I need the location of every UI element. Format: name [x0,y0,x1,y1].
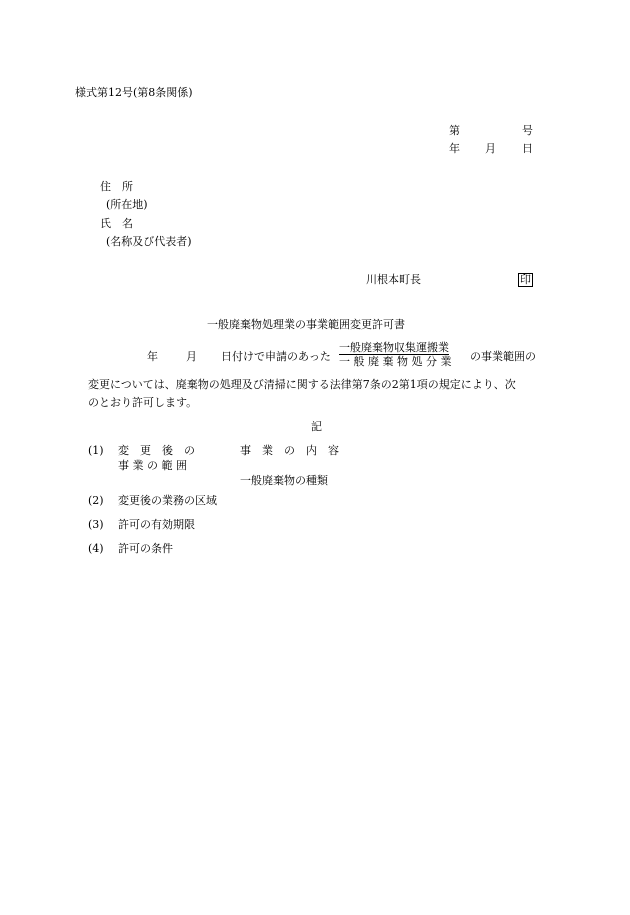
doc-date-year: 年 [449,142,460,155]
doc-number-go: 号 [522,124,533,137]
item-4-label: 許可の条件 [118,542,173,555]
item-3-label: 許可の有効期限 [118,518,195,531]
form-label: 様式第12号(第8条関係) [75,86,193,99]
body-date-day-text: 日付けで申請のあった [221,350,331,363]
doc-number-dai: 第 [449,124,460,137]
item-2-number: (2) [88,494,104,507]
item-3-number: (3) [88,518,104,531]
doc-date-month: 月 [485,142,496,155]
issuer-name: 川根本町長 [366,273,421,286]
body-date-year: 年 [147,350,158,363]
item-1-number: (1) [88,444,104,457]
item-2-label: 変更後の業務の区域 [118,494,217,507]
item-1-label: 変 更 後 の [118,444,195,457]
ki-heading: 記 [311,420,322,433]
document-title: 一般廃棄物処理業の事業範囲変更許可書 [207,318,405,331]
doc-date-day: 日 [522,142,533,155]
seal-mark: 印 [520,273,531,286]
body-line-2: 変更については、廃棄物の処理及び清掃に関する法律第7条の2第1項の規定により、次 [88,378,516,391]
name-label: 氏 名 [100,217,133,230]
business-type-collect: 一般廃棄物収集運搬業 [339,341,449,354]
business-type-dispose: 一 般 廃 棄 物 処 分 業 [339,355,452,368]
body-line-3: のとおり許可します。 [88,396,198,409]
item-4-number: (4) [88,542,104,555]
address-label: 住 所 [100,180,133,193]
name-sub-label: (名称及び代表者) [106,235,192,248]
item-1-content-label: 事 業 の 内 容 [240,444,339,457]
body-date-month: 月 [186,350,197,363]
body-suffix: の事業範囲の [470,350,536,363]
item-1-label-2: 事 業 の 範 囲 [118,459,187,472]
item-1-content-label-2: 一般廃棄物の種類 [240,474,328,487]
address-sub-label: (所在地) [106,198,148,211]
